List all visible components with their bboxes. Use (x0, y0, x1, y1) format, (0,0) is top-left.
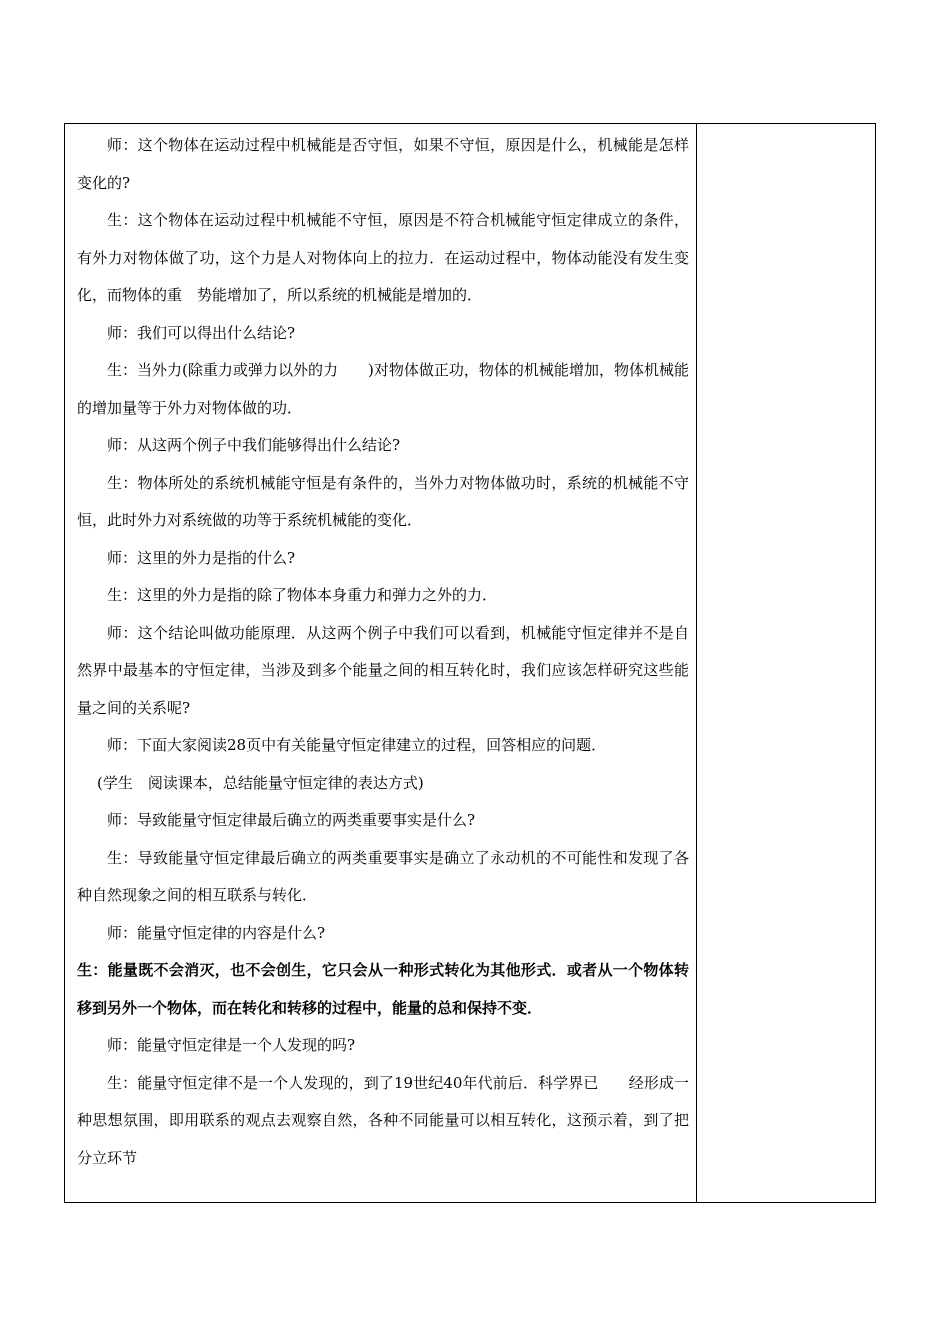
paragraph-12: 师：导致能量守恒定律最后确立的两类重要事实是什么? (107, 811, 476, 829)
paragraph-4: 生：当外力(除重力或弹力以外的力 )对物体做正功，物体的机械能增加，物体机械能的增加量等于外力对物体做的功． (77, 361, 689, 417)
paragraph-15-bold-definition: 生：能量既不会消灭，也不会创生，它只会从一种形式转化为其他形式．或者从一个物体转移到另外一个物体，而在转化和转移的过程中，能量的总和保持不变． (77, 961, 689, 1017)
paragraph-9: 师：这个结论叫做功能原理．从这两个例子中我们可以看到，机械能守恒定律并不是自然界中最基本的守恒定律，当涉及到多个能量之间的相互转化时，我们应该怎样研究这些能量之间的关系呢? (77, 623, 689, 717)
paragraph-10: 师：下面大家阅读28页中有关能量守恒定律建立的过程，回答相应的问题． (107, 736, 607, 754)
paragraph-13: 生：导致能量守恒定律最后确立的两类重要事实是确立了永动机的不可能性和发现了各种自然现象之间的相互联系与转化． (77, 848, 689, 904)
paragraph-1: 师：这个物体在运动过程中机械能是否守恒，如果不守恒，原因是什么，机械能是怎样变化的? (77, 136, 689, 192)
paragraph-17: 生：能量守恒定律不是一个人发现的，到了19世纪40年代前后．科学界已 经形成一种思想氛围，即用联系的观点去观察自然，各种不同能量可以相互转化，这预示着，到了把分立环节 (77, 1073, 689, 1167)
paragraph-14: 师：能量守恒定律的内容是什么? (107, 923, 326, 942)
lesson-table (64, 123, 876, 1203)
paragraph-16: 师：能量守恒定律是一个人发现的吗? (107, 1036, 356, 1054)
paragraph-8: 生：这里的外力是指的除了物体本身重力和弹力之外的力． (107, 586, 498, 604)
paragraph-6: 生：物体所处的系统机械能守恒是有条件的，当外力对物体做功时，系统的机械能不守恒，此时外力对系统做的功等于系统机械能的变化． (77, 473, 689, 529)
paragraph-7: 师：这里的外力是指的什么? (107, 548, 296, 567)
paragraph-2: 生：这个物体在运动过程中机械能不守恒，原因是不符合机械能守恒定律成立的条件，有外力对物体做了功，这个力是人对物体向上的拉力．在运动过程中，物体动能没有发生变化，而物体的重 势能增加了，所以系统的机械能是增加的． (77, 211, 689, 304)
paragraph-3: 师：我们可以得出什么结论? (107, 323, 296, 342)
paragraph-11: (学生 阅读课本，总结能量守恒定律的表达方式) (97, 773, 424, 792)
dialogue-cell (77, 124, 689, 1202)
paragraph-5: 师：从这两个例子中我们能够得出什么结论? (107, 436, 401, 454)
notes-cell (697, 124, 875, 1202)
